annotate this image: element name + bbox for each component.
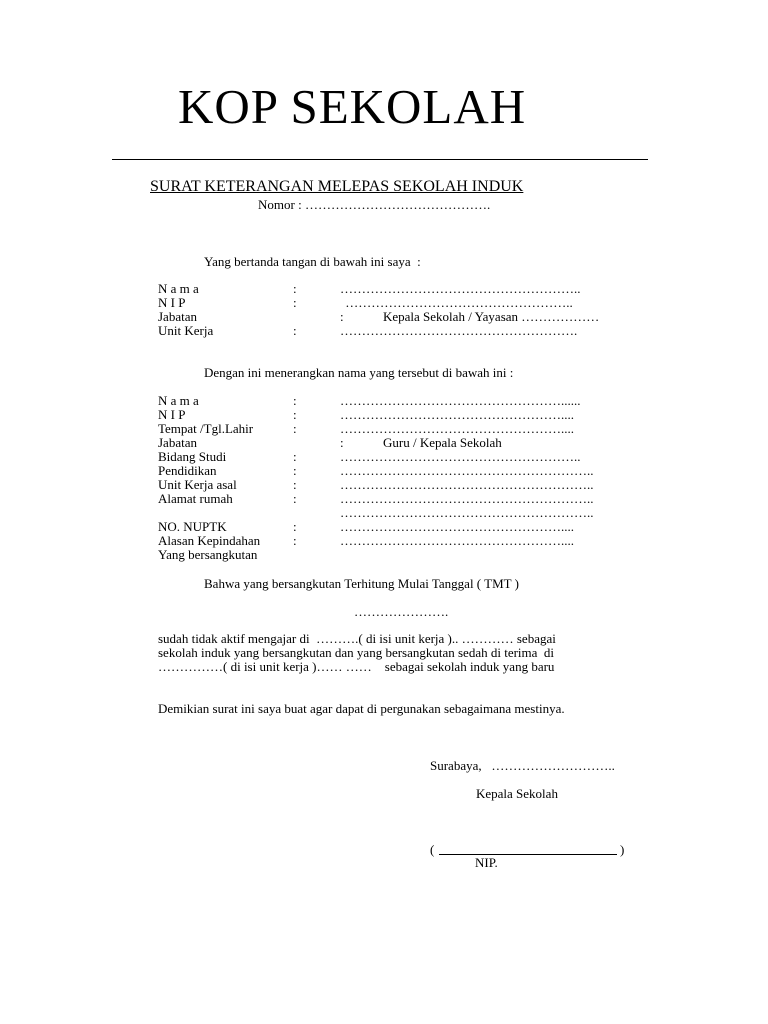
signature-name-open: (: [430, 842, 435, 857]
field-value: ……………………………………………..: [342, 295, 573, 310]
field-label: Yang bersangkutan: [158, 547, 258, 562]
field-value: ……………………………………………....: [340, 421, 574, 436]
field-label: Unit Kerja: [158, 323, 214, 338]
signature-nip: NIP.: [475, 855, 498, 870]
tmt-dots: ………………….: [354, 604, 449, 619]
field-value: ……………………………………………….: [340, 323, 578, 338]
header-divider: [112, 159, 648, 160]
field-label: Pendidikan: [158, 463, 217, 478]
signature-place: Surabaya, ………………………..: [430, 758, 615, 773]
statement-text: Dengan ini menerangkan nama yang tersebut di bawah ini :: [204, 365, 514, 380]
signature-name-line: [439, 854, 617, 855]
field-colon: :: [293, 463, 297, 478]
field-label: Jabatan: [158, 309, 197, 324]
field-value: ………………………………………………..: [340, 449, 581, 464]
field-colon: :: [340, 309, 344, 324]
paragraph-line-1: sudah tidak aktif mengajar di ……….( di isi unit kerja ).. ………… sebagai: [158, 631, 556, 646]
field-colon: :: [293, 393, 297, 408]
field-colon: :: [293, 421, 297, 436]
field-value: Kepala Sekolah / Yayasan ………………: [383, 309, 600, 324]
field-value: Guru / Kepala Sekolah: [383, 435, 502, 450]
closing-text: Demikian surat ini saya buat agar dapat di pergunakan sebagaimana mestinya.: [158, 701, 565, 716]
letter-title: SURAT KETERANGAN MELEPAS SEKOLAH INDUK: [150, 178, 524, 195]
field-value: ………………………………………………..: [340, 281, 581, 296]
field-value: ……………………………………………....: [340, 407, 574, 422]
field-colon: :: [293, 533, 297, 548]
field-colon: :: [293, 407, 297, 422]
field-colon: :: [293, 491, 297, 506]
tmt-line: Bahwa yang bersangkutan Terhitung Mulai Tanggal ( TMT ): [204, 576, 519, 591]
field-label: Bidang Studi: [158, 449, 227, 464]
field-colon: :: [293, 281, 297, 296]
field-label: NO. NUPTK: [158, 519, 227, 534]
field-label: N I P: [158, 295, 186, 310]
field-value: ……………………………………………......: [340, 393, 581, 408]
field-label: Alasan Kepindahan: [158, 533, 261, 548]
field-label: N I P: [158, 407, 186, 422]
field-colon: :: [293, 449, 297, 464]
field-colon: :: [293, 295, 297, 310]
paragraph-line-3: ……………( di isi unit kerja )…… …… sebagai sekolah induk yang baru: [158, 659, 555, 674]
field-value: …………………………………………………..: [340, 477, 594, 492]
signature-position: Kepala Sekolah: [476, 786, 558, 801]
field-value: …………………………………………………..: [340, 463, 594, 478]
field-colon: :: [293, 477, 297, 492]
field-label: Jabatan: [158, 435, 197, 450]
field-value: ……………………………………………....: [340, 533, 574, 548]
kop-sekolah-title: KOP SEKOLAH: [178, 79, 527, 134]
letter-number: Nomor : …………………………………….: [258, 197, 491, 212]
field-label: N a m a: [158, 393, 199, 408]
signature-name-close: ): [620, 842, 625, 857]
field-label: Alamat rumah: [158, 491, 233, 506]
intro-text: Yang bertanda tangan di bawah ini saya :: [204, 254, 421, 269]
paragraph-line-2: sekolah induk yang bersangkutan dan yang bersangkutan sedah di terima di: [158, 645, 555, 660]
field-value: …………………………………………………..: [340, 505, 594, 520]
field-label: Tempat /Tgl.Lahir: [158, 421, 254, 436]
field-colon: :: [293, 519, 297, 534]
field-colon: :: [340, 435, 344, 450]
field-colon: :: [293, 323, 297, 338]
field-value: ……………………………………………....: [340, 519, 574, 534]
field-value: …………………………………………………..: [340, 491, 594, 506]
field-label: N a m a: [158, 281, 199, 296]
field-label: Unit Kerja asal: [158, 477, 237, 492]
